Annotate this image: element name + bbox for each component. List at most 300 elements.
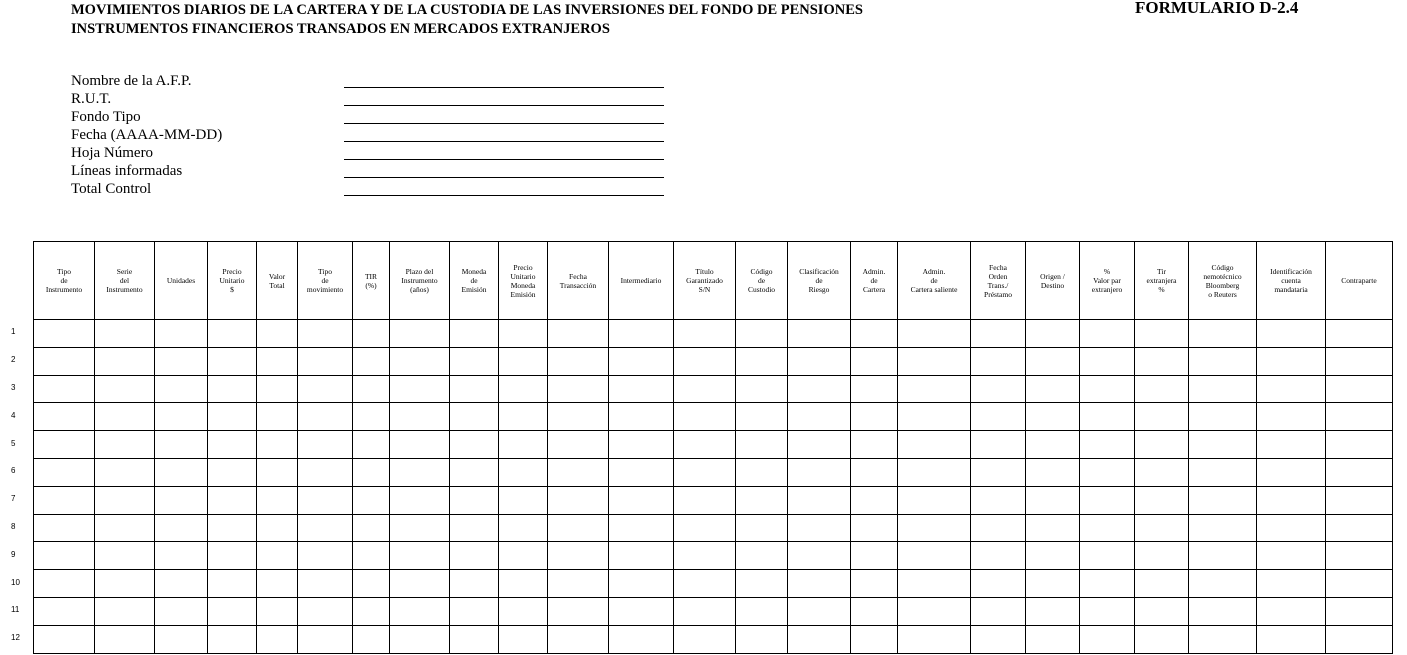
table-cell[interactable] xyxy=(674,403,736,431)
table-cell[interactable] xyxy=(548,347,609,375)
table-cell[interactable] xyxy=(1135,514,1189,542)
table-cell[interactable] xyxy=(95,514,155,542)
table-cell[interactable] xyxy=(851,570,898,598)
table-cell[interactable] xyxy=(788,542,851,570)
table-cell[interactable] xyxy=(1135,431,1189,459)
table-cell[interactable] xyxy=(1257,486,1326,514)
table-cell[interactable] xyxy=(788,403,851,431)
table-cell[interactable] xyxy=(1080,486,1135,514)
table-cell[interactable] xyxy=(257,570,298,598)
table-cell[interactable] xyxy=(298,542,353,570)
table-cell[interactable] xyxy=(1026,486,1080,514)
table-cell[interactable] xyxy=(208,347,257,375)
table-cell[interactable] xyxy=(1135,597,1189,625)
table-cell[interactable] xyxy=(736,625,788,653)
table-cell[interactable] xyxy=(609,320,674,348)
table-cell[interactable] xyxy=(851,458,898,486)
table-cell[interactable] xyxy=(898,431,971,459)
table-cell[interactable] xyxy=(736,403,788,431)
table-cell[interactable] xyxy=(1257,458,1326,486)
table-cell[interactable] xyxy=(1189,320,1257,348)
table-cell[interactable] xyxy=(1257,403,1326,431)
table-cell[interactable] xyxy=(1326,486,1393,514)
table-cell[interactable] xyxy=(450,320,499,348)
table-cell[interactable] xyxy=(1189,486,1257,514)
table-cell[interactable] xyxy=(1026,542,1080,570)
table-cell[interactable] xyxy=(450,486,499,514)
table-cell[interactable] xyxy=(1257,570,1326,598)
table-cell[interactable] xyxy=(208,431,257,459)
table-cell[interactable] xyxy=(257,431,298,459)
table-cell[interactable] xyxy=(548,320,609,348)
table-cell[interactable] xyxy=(257,375,298,403)
table-cell[interactable] xyxy=(499,514,548,542)
table-cell[interactable] xyxy=(499,542,548,570)
rut-input-line[interactable] xyxy=(344,105,664,106)
table-cell[interactable] xyxy=(898,625,971,653)
table-cell[interactable] xyxy=(95,597,155,625)
table-cell[interactable] xyxy=(674,542,736,570)
table-cell[interactable] xyxy=(353,597,390,625)
table-cell[interactable] xyxy=(353,375,390,403)
table-cell[interactable] xyxy=(736,597,788,625)
table-cell[interactable] xyxy=(1080,320,1135,348)
table-cell[interactable] xyxy=(155,458,208,486)
table-cell[interactable] xyxy=(898,514,971,542)
table-cell[interactable] xyxy=(898,347,971,375)
table-cell[interactable] xyxy=(34,347,95,375)
table-cell[interactable] xyxy=(971,570,1026,598)
column-header: Fecha Orden Trans./ Préstamo xyxy=(971,242,1026,320)
table-cell[interactable] xyxy=(898,486,971,514)
table-cell[interactable] xyxy=(1026,320,1080,348)
table-cell[interactable] xyxy=(1080,375,1135,403)
table-cell[interactable] xyxy=(257,486,298,514)
table-cell[interactable] xyxy=(450,347,499,375)
table-cell[interactable] xyxy=(1257,597,1326,625)
table-cell[interactable] xyxy=(609,514,674,542)
table-cell[interactable] xyxy=(1257,375,1326,403)
table-cell[interactable] xyxy=(1189,625,1257,653)
table-cell[interactable] xyxy=(298,347,353,375)
table-cell[interactable] xyxy=(788,431,851,459)
table-cell[interactable] xyxy=(450,403,499,431)
table-cell[interactable] xyxy=(95,320,155,348)
table-cell[interactable] xyxy=(1080,431,1135,459)
fondo-tipo-input-line[interactable] xyxy=(344,123,664,124)
table-cell[interactable] xyxy=(298,597,353,625)
table-cell[interactable] xyxy=(1257,431,1326,459)
table-cell[interactable] xyxy=(851,320,898,348)
table-cell[interactable] xyxy=(971,431,1026,459)
table-cell[interactable] xyxy=(851,597,898,625)
table-cell[interactable] xyxy=(1026,458,1080,486)
table-cell[interactable] xyxy=(450,625,499,653)
table-cell[interactable] xyxy=(1326,347,1393,375)
table-cell[interactable] xyxy=(898,458,971,486)
table-cell[interactable] xyxy=(298,625,353,653)
table-cell[interactable] xyxy=(34,458,95,486)
table-cell[interactable] xyxy=(971,347,1026,375)
table-cell[interactable] xyxy=(353,570,390,598)
table-cell[interactable] xyxy=(1135,458,1189,486)
table-cell[interactable] xyxy=(548,486,609,514)
table-cell[interactable] xyxy=(1189,431,1257,459)
table-cell[interactable] xyxy=(1080,570,1135,598)
table-cell[interactable] xyxy=(736,320,788,348)
table-cell[interactable] xyxy=(353,431,390,459)
table-cell[interactable] xyxy=(548,542,609,570)
table-cell[interactable] xyxy=(95,625,155,653)
table-cell[interactable] xyxy=(1189,597,1257,625)
row-number: 8 xyxy=(11,521,16,531)
table-cell[interactable] xyxy=(1326,514,1393,542)
table-cell[interactable] xyxy=(208,542,257,570)
table-cell[interactable] xyxy=(851,542,898,570)
table-cell[interactable] xyxy=(450,375,499,403)
table-cell[interactable] xyxy=(257,320,298,348)
table-cell[interactable] xyxy=(548,597,609,625)
table-cell[interactable] xyxy=(155,542,208,570)
table-cell[interactable] xyxy=(1135,625,1189,653)
table-cell[interactable] xyxy=(155,375,208,403)
table-cell[interactable] xyxy=(450,458,499,486)
table-cell[interactable] xyxy=(736,375,788,403)
table-cell[interactable] xyxy=(353,320,390,348)
table-cell[interactable] xyxy=(674,320,736,348)
table-cell[interactable] xyxy=(390,570,450,598)
table-cell[interactable] xyxy=(155,514,208,542)
table-cell[interactable] xyxy=(898,597,971,625)
table-cell[interactable] xyxy=(898,542,971,570)
table-cell[interactable] xyxy=(1080,514,1135,542)
table-cell[interactable] xyxy=(208,320,257,348)
table-cell[interactable] xyxy=(548,458,609,486)
table-cell[interactable] xyxy=(788,347,851,375)
table-cell[interactable] xyxy=(1026,431,1080,459)
table-cell[interactable] xyxy=(851,403,898,431)
table-cell[interactable] xyxy=(155,486,208,514)
table-cell[interactable] xyxy=(298,514,353,542)
lineas-informadas-input-line[interactable] xyxy=(344,177,664,178)
table-cell[interactable] xyxy=(898,403,971,431)
table-cell[interactable] xyxy=(788,458,851,486)
table-cell[interactable] xyxy=(499,597,548,625)
table-cell[interactable] xyxy=(1026,597,1080,625)
table-cell[interactable] xyxy=(34,570,95,598)
table-cell[interactable] xyxy=(1135,542,1189,570)
table-cell[interactable] xyxy=(1189,514,1257,542)
table-cell[interactable] xyxy=(208,486,257,514)
table-cell[interactable] xyxy=(390,403,450,431)
table-cell[interactable] xyxy=(390,597,450,625)
table-cell[interactable] xyxy=(95,375,155,403)
table-cell[interactable] xyxy=(257,403,298,431)
table-cell[interactable] xyxy=(1026,375,1080,403)
table-cell[interactable] xyxy=(851,514,898,542)
table-cell[interactable] xyxy=(1189,458,1257,486)
table-cell[interactable] xyxy=(1026,570,1080,598)
table-cell[interactable] xyxy=(674,347,736,375)
table-cell[interactable] xyxy=(499,486,548,514)
table-cell[interactable] xyxy=(788,375,851,403)
table-cell[interactable] xyxy=(788,625,851,653)
table-cell[interactable] xyxy=(95,542,155,570)
table-cell[interactable] xyxy=(788,597,851,625)
table-cell[interactable] xyxy=(450,514,499,542)
table-cell[interactable] xyxy=(208,570,257,598)
table-cell[interactable] xyxy=(34,625,95,653)
table-cell[interactable] xyxy=(390,486,450,514)
table-cell[interactable] xyxy=(499,375,548,403)
table-cell[interactable] xyxy=(95,403,155,431)
table-cell[interactable] xyxy=(971,403,1026,431)
table-cell[interactable] xyxy=(1189,347,1257,375)
table-cell[interactable] xyxy=(609,403,674,431)
table-cell[interactable] xyxy=(390,320,450,348)
table-cell[interactable] xyxy=(548,514,609,542)
table-cell[interactable] xyxy=(1326,320,1393,348)
table-cell[interactable] xyxy=(499,431,548,459)
table-cell[interactable] xyxy=(95,431,155,459)
table-cell[interactable] xyxy=(208,625,257,653)
table-cell[interactable] xyxy=(298,431,353,459)
table-cell[interactable] xyxy=(1026,625,1080,653)
table-cell[interactable] xyxy=(674,486,736,514)
table-cell[interactable] xyxy=(155,320,208,348)
table-cell[interactable] xyxy=(674,375,736,403)
table-cell[interactable] xyxy=(34,486,95,514)
table-cell[interactable] xyxy=(353,514,390,542)
table-cell[interactable] xyxy=(353,542,390,570)
table-cell[interactable] xyxy=(208,375,257,403)
table-cell[interactable] xyxy=(1080,403,1135,431)
table-cell[interactable] xyxy=(851,347,898,375)
table-cell[interactable] xyxy=(353,486,390,514)
table-cell[interactable] xyxy=(298,320,353,348)
table-cell[interactable] xyxy=(34,403,95,431)
table-cell[interactable] xyxy=(609,375,674,403)
table-cell[interactable] xyxy=(788,514,851,542)
table-cell[interactable] xyxy=(208,403,257,431)
table-cell[interactable] xyxy=(1026,514,1080,542)
table-cell[interactable] xyxy=(390,542,450,570)
table-cell[interactable] xyxy=(788,320,851,348)
table-cell[interactable] xyxy=(390,625,450,653)
table-cell[interactable] xyxy=(34,514,95,542)
table-cell[interactable] xyxy=(736,486,788,514)
table-cell[interactable] xyxy=(736,458,788,486)
table-cell[interactable] xyxy=(609,625,674,653)
table-cell[interactable] xyxy=(95,570,155,598)
hoja-numero-input-line[interactable] xyxy=(344,159,664,160)
table-cell[interactable] xyxy=(971,375,1026,403)
table-cell[interactable] xyxy=(1135,347,1189,375)
table-cell[interactable] xyxy=(257,597,298,625)
table-cell[interactable] xyxy=(390,431,450,459)
table-cell[interactable] xyxy=(257,625,298,653)
table-cell[interactable] xyxy=(1189,375,1257,403)
table-cell[interactable] xyxy=(1135,486,1189,514)
table-cell[interactable] xyxy=(674,431,736,459)
table-cell[interactable] xyxy=(1326,542,1393,570)
table-cell[interactable] xyxy=(155,347,208,375)
table-cell[interactable] xyxy=(736,542,788,570)
table-cell[interactable] xyxy=(34,375,95,403)
table-cell[interactable] xyxy=(971,458,1026,486)
table-cell[interactable] xyxy=(450,597,499,625)
table-cell[interactable] xyxy=(971,625,1026,653)
table-cell[interactable] xyxy=(353,458,390,486)
table-cell[interactable] xyxy=(34,542,95,570)
table-cell[interactable] xyxy=(851,431,898,459)
table-cell[interactable] xyxy=(499,347,548,375)
total-control-input-line[interactable] xyxy=(344,195,664,196)
table-cell[interactable] xyxy=(450,542,499,570)
table-cell[interactable] xyxy=(34,597,95,625)
table-cell[interactable] xyxy=(971,542,1026,570)
table-cell[interactable] xyxy=(609,597,674,625)
table-cell[interactable] xyxy=(1326,458,1393,486)
table-cell[interactable] xyxy=(1257,625,1326,653)
table-cell[interactable] xyxy=(34,431,95,459)
table-cell[interactable] xyxy=(548,403,609,431)
table-cell[interactable] xyxy=(1080,347,1135,375)
table-row xyxy=(34,375,1393,403)
table-cell[interactable] xyxy=(155,403,208,431)
table-cell[interactable] xyxy=(736,514,788,542)
table-cell[interactable] xyxy=(851,375,898,403)
table-cell[interactable] xyxy=(609,458,674,486)
table-cell[interactable] xyxy=(674,514,736,542)
table-cell[interactable] xyxy=(851,486,898,514)
table-cell[interactable] xyxy=(898,570,971,598)
table-cell[interactable] xyxy=(208,597,257,625)
table-cell[interactable] xyxy=(1080,458,1135,486)
table-cell[interactable] xyxy=(499,458,548,486)
table-cell[interactable] xyxy=(609,570,674,598)
table-cell[interactable] xyxy=(499,570,548,598)
table-cell[interactable] xyxy=(788,570,851,598)
table-cell[interactable] xyxy=(353,347,390,375)
table-cell[interactable] xyxy=(390,347,450,375)
table-row xyxy=(34,431,1393,459)
table-cell[interactable] xyxy=(674,625,736,653)
table-cell[interactable] xyxy=(450,431,499,459)
table-cell[interactable] xyxy=(1326,625,1393,653)
table-cell[interactable] xyxy=(1189,403,1257,431)
table-cell[interactable] xyxy=(1326,375,1393,403)
table-cell[interactable] xyxy=(548,431,609,459)
table-cell[interactable] xyxy=(257,458,298,486)
table-cell[interactable] xyxy=(736,431,788,459)
table-cell[interactable] xyxy=(971,597,1026,625)
table-cell[interactable] xyxy=(736,347,788,375)
table-cell[interactable] xyxy=(674,458,736,486)
table-cell[interactable] xyxy=(609,347,674,375)
table-cell[interactable] xyxy=(851,625,898,653)
table-cell[interactable] xyxy=(1326,570,1393,598)
table-cell[interactable] xyxy=(353,403,390,431)
table-cell[interactable] xyxy=(34,320,95,348)
table-cell[interactable] xyxy=(1026,347,1080,375)
table-cell[interactable] xyxy=(674,597,736,625)
table-cell[interactable] xyxy=(1135,570,1189,598)
table-cell[interactable] xyxy=(298,403,353,431)
table-cell[interactable] xyxy=(95,347,155,375)
table-cell[interactable] xyxy=(298,375,353,403)
table-cell[interactable] xyxy=(390,514,450,542)
afp-name-input-line[interactable] xyxy=(344,87,664,88)
table-cell[interactable] xyxy=(548,570,609,598)
table-cell[interactable] xyxy=(548,375,609,403)
table-cell[interactable] xyxy=(674,570,736,598)
table-cell[interactable] xyxy=(1135,403,1189,431)
table-cell[interactable] xyxy=(257,514,298,542)
table-cell[interactable] xyxy=(208,458,257,486)
fecha-input-line[interactable] xyxy=(344,141,664,142)
table-cell[interactable] xyxy=(155,625,208,653)
table-cell[interactable] xyxy=(1026,403,1080,431)
table-cell[interactable] xyxy=(499,625,548,653)
table-cell[interactable] xyxy=(1326,403,1393,431)
table-cell[interactable] xyxy=(155,570,208,598)
table-cell[interactable] xyxy=(1080,597,1135,625)
table-cell[interactable] xyxy=(736,570,788,598)
table-cell[interactable] xyxy=(95,458,155,486)
column-header: Título Garantizado S/N xyxy=(674,242,736,320)
table-cell[interactable] xyxy=(1257,347,1326,375)
table-cell[interactable] xyxy=(257,347,298,375)
table-cell[interactable] xyxy=(971,320,1026,348)
table-cell[interactable] xyxy=(1257,542,1326,570)
table-cell[interactable] xyxy=(1080,625,1135,653)
table-cell[interactable] xyxy=(1326,597,1393,625)
table-cell[interactable] xyxy=(788,486,851,514)
table-cell[interactable] xyxy=(971,514,1026,542)
table-cell[interactable] xyxy=(1080,542,1135,570)
table-cell[interactable] xyxy=(298,570,353,598)
table-cell[interactable] xyxy=(1326,431,1393,459)
table-cell[interactable] xyxy=(155,431,208,459)
table-cell[interactable] xyxy=(353,625,390,653)
table-cell[interactable] xyxy=(450,570,499,598)
table-cell[interactable] xyxy=(499,403,548,431)
table-cell[interactable] xyxy=(548,625,609,653)
table-cell[interactable] xyxy=(1257,514,1326,542)
table-cell[interactable] xyxy=(609,486,674,514)
table-cell[interactable] xyxy=(1135,320,1189,348)
table-cell[interactable] xyxy=(499,320,548,348)
table-cell[interactable] xyxy=(609,542,674,570)
table-cell[interactable] xyxy=(298,486,353,514)
table-cell[interactable] xyxy=(95,486,155,514)
table-cell[interactable] xyxy=(898,320,971,348)
table-cell[interactable] xyxy=(1257,320,1326,348)
table-cell[interactable] xyxy=(1135,375,1189,403)
table-cell[interactable] xyxy=(390,458,450,486)
table-cell[interactable] xyxy=(390,375,450,403)
table-cell[interactable] xyxy=(155,597,208,625)
table-cell[interactable] xyxy=(1189,542,1257,570)
table-cell[interactable] xyxy=(1189,570,1257,598)
table-cell[interactable] xyxy=(208,514,257,542)
table-cell[interactable] xyxy=(898,375,971,403)
table-cell[interactable] xyxy=(609,431,674,459)
table-cell[interactable] xyxy=(971,486,1026,514)
table-cell[interactable] xyxy=(298,458,353,486)
table-cell[interactable] xyxy=(257,542,298,570)
